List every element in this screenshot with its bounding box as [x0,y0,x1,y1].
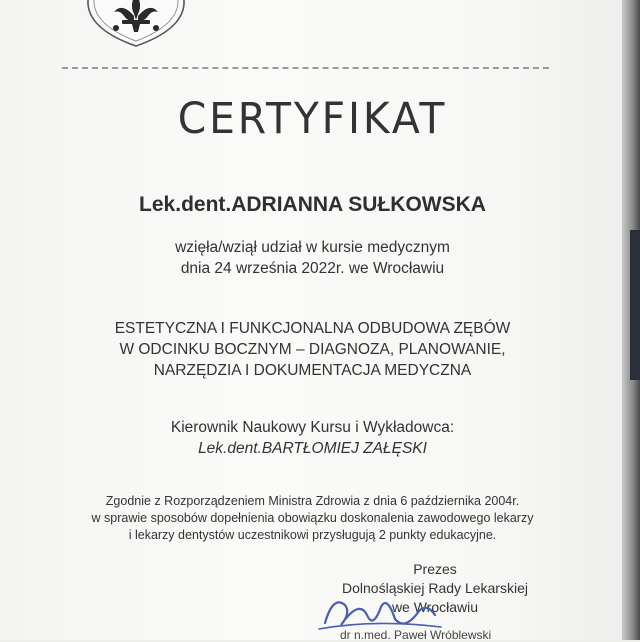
regulation-line: Zgodnie z Rozporządzeniem Ministra Zdrowia z dnia 6 października 2004r. [105,494,520,508]
certificate-title: CERTYFIKAT [177,94,448,144]
lecturer-label: Kierownik Naukowy Kursu i Wykładowca: [170,419,455,436]
participation-line: wzięła/wziął udział w kursie medycznym [175,239,450,256]
regulation-note [0,493,625,544]
fleur-de-lis-crest-icon [82,0,190,48]
regulation-line: w sprawie sposobów dopełnienia obowiązku doskonalenia zawodowego lekarzy [91,511,534,525]
regulation-line: i lekarzy dentystów uczestnikowi przysługują 2 punkty edukacyjne. [128,528,497,542]
lecturer-name: Lek.dent.BARTŁOMIEJ ZAŁĘSKI [198,440,427,457]
course-title-line: ESTETYCZNA I FUNKCJONALNA ODBUDOWA ZĘBÓW [114,320,511,337]
page-edge-shadow [622,0,640,640]
participation-line: dnia 24 września 2022r. we Wrocławiu [180,260,445,277]
signatory-line: Prezes [413,561,457,577]
course-title-line: W ODCINKU BOCZNYM – DIAGNOZA, PLANOWANIE, [119,341,506,358]
course-title-line: NARZĘDZIA I DOKUMENTACJA MEDYCZNA [153,362,472,379]
signatory-name: dr n.med. Paweł Wróblewski [340,628,492,642]
course-title [0,318,625,381]
lecturer-block [0,417,625,459]
recipient-name: Lek.dent.ADRIANNA SUŁKOWSKA [139,193,486,216]
signatory-line: Dolnośląskiej Rady Lekarskiej [342,580,528,596]
signatory-line: we Wrocławiu [391,599,479,615]
participation-text [0,237,625,279]
dashed-divider [62,67,549,69]
